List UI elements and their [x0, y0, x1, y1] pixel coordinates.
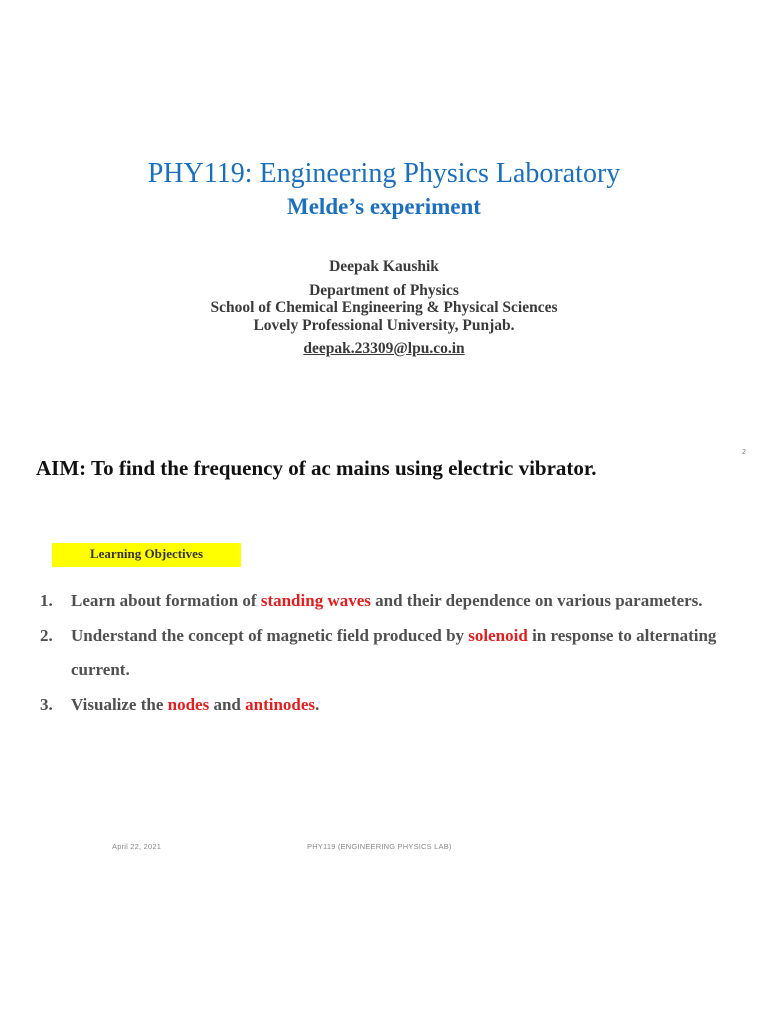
learning-objectives-badge: Learning Objectives	[52, 543, 241, 567]
highlight-term: standing waves	[260, 591, 371, 610]
list-item-text: in response to alternating current.	[71, 625, 717, 679]
slide-subtitle: Melde’s experiment	[287, 194, 481, 219]
list-item-number: 1.	[40, 591, 53, 610]
list-item-text: and their dependence on various parameters.	[370, 591, 703, 610]
list-item-text: and	[209, 694, 246, 714]
list-item-text: .	[315, 694, 320, 714]
highlight-term: solenoid	[468, 625, 528, 645]
author-block	[0, 258, 768, 358]
list-item-text: Understand the concept of magnetic field produced by	[71, 625, 469, 645]
author-university: Lovely Professional University, Punjab.	[253, 316, 515, 334]
objectives-list	[40, 584, 740, 722]
list-item	[40, 688, 740, 723]
aim-heading: AIM: To find the frequency of ac mains using electric vibrator.	[36, 456, 597, 480]
list-item-text: Learn about formation of	[71, 591, 261, 610]
highlight-term: nodes	[167, 694, 210, 714]
list-item-text: Visualize the	[71, 694, 168, 714]
list-item	[40, 584, 740, 619]
footer-date: April 22, 2021	[112, 842, 162, 851]
list-item-number: 3.	[40, 694, 53, 714]
author-name: Deepak Kaushik	[329, 258, 439, 275]
author-school: School of Chemical Engineering & Physical Sciences	[210, 299, 558, 316]
author-email-link[interactable]: deepak.23309@lpu.co.in	[303, 340, 465, 357]
author-department: Department of Physics	[309, 281, 459, 299]
page-number: 2	[742, 449, 746, 456]
list-item	[40, 619, 740, 688]
highlight-term: antinodes	[245, 694, 316, 714]
list-item-number: 2.	[40, 625, 53, 645]
slide-title: PHY119: Engineering Physics Laboratory	[147, 158, 621, 189]
footer-course: PHY119 (ENGINEERING PHYSICS LAB)	[307, 842, 452, 851]
